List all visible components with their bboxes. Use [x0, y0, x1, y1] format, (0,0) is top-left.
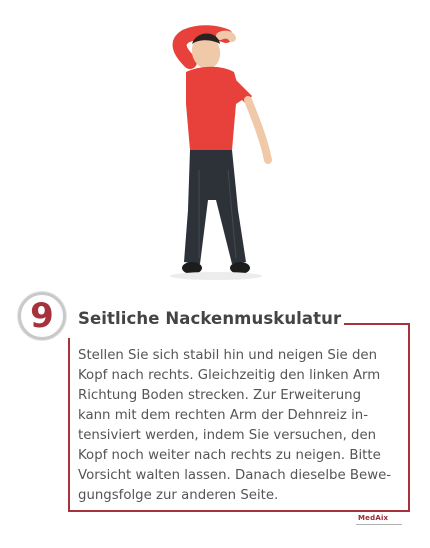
description-line: Kopf nach rechts. Gleichzeitig den linken Arm: [78, 368, 381, 383]
description-line: kann mit dem rechten Arm der Dehnreiz in-: [78, 408, 368, 423]
pants: [184, 150, 246, 264]
description-line: gungsfolge zur anderen Seite.: [78, 488, 279, 503]
arm-down: [248, 100, 268, 160]
exercise-number-badge: 9: [18, 292, 66, 340]
description-line: tensiviert werden, indem Sie versuchen, den: [78, 428, 377, 443]
description-line: Vorsicht walten lassen. Danach dieselbe Bewe-: [78, 468, 392, 483]
frame-top-border: [344, 323, 410, 325]
description-line: Kopf noch weiter nach rechts zu neigen. Bitte: [78, 448, 381, 463]
brand-logo: MedAix: [358, 514, 389, 522]
description-line: Richtung Boden strecken. Zur Erweiterung: [78, 388, 362, 403]
description-line: Stellen Sie sich stabil hin und neigen Sie den: [78, 348, 377, 363]
frame-bottom-border: [68, 510, 410, 512]
exercise-title: Seitliche Nackenmuskulatur: [78, 309, 342, 328]
frame-right-border: [408, 323, 410, 512]
exercise-photo: [120, 0, 320, 290]
frame-left-border: [68, 338, 70, 512]
exercise-description: [78, 346, 400, 506]
brand-logo-underline: [356, 524, 402, 525]
